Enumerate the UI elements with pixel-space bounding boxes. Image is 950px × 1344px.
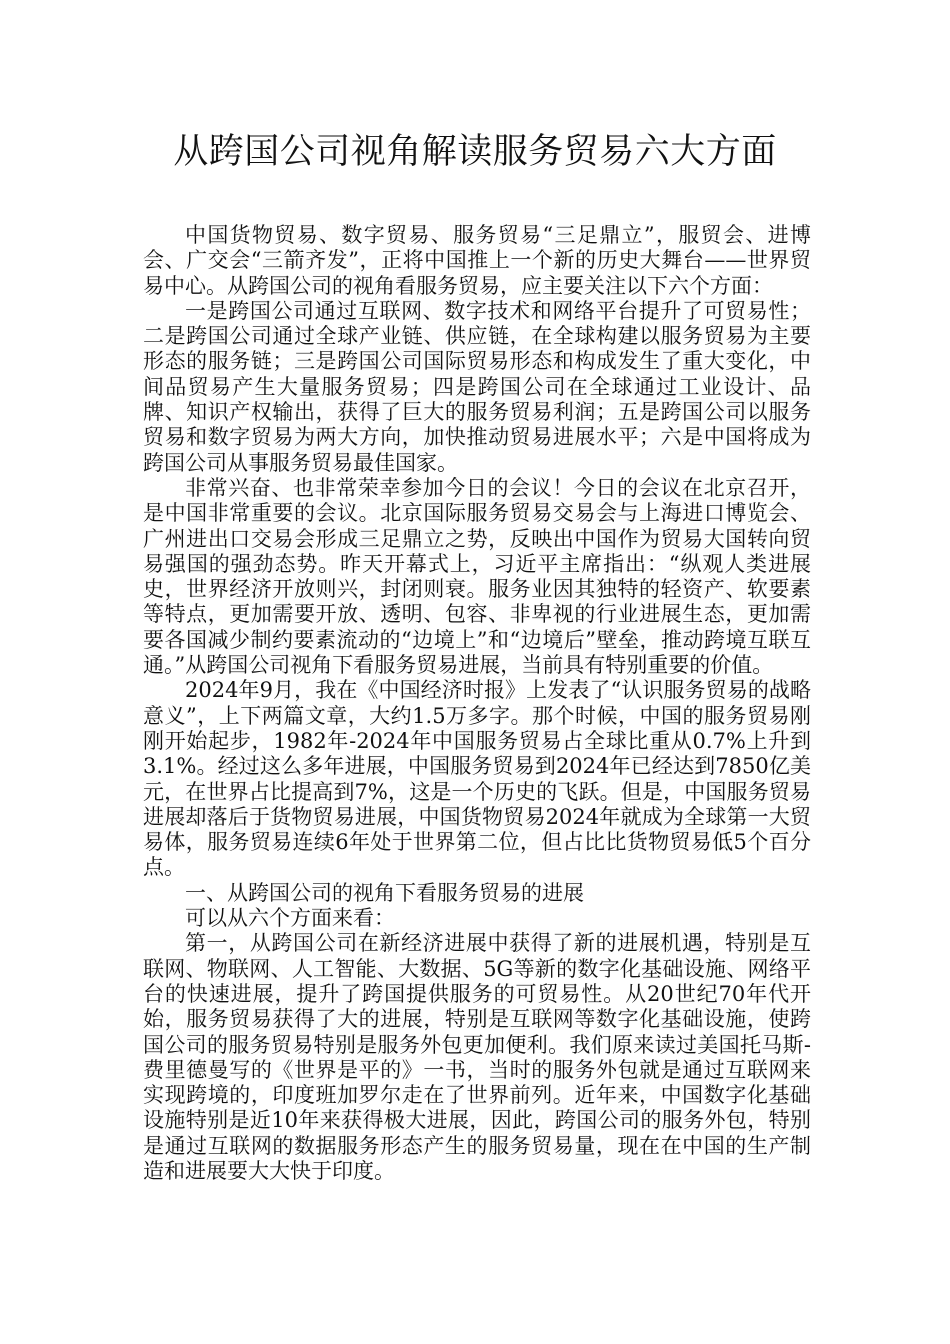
document-title: 从跨国公司视角解读服务贸易六大方面 [173,132,777,172]
paragraph-intro: 中国货物贸易、数字贸易、服务贸易“三足鼎立”，服贸会、进博会、广交会“三箭齐发”，正将中国推上一个新的历史大舞台——世界贸易中心。从跨国公司的视角看服务贸易，应主要关注以下六个方面： [143,223,811,298]
section-heading: 一、从跨国公司的视角下看服务贸易的进展 [185,880,584,905]
document-body [143,223,811,1184]
paragraph-meeting: 非常兴奋、也非常荣幸参加今日的会议！今日的会议在北京召开，是中国非常重要的会议。北京国际服务贸易交易会与上海进口博览会、广州进出口交易会形成三足鼎立之势，反映出中国作为贸易大国转向贸易强国的强劲态势。昨天开幕式上，习近平主席指出：“纵观人类进展史，世界经济开放则兴，封闭则衰。服务业因其独特的轻资产、软要素等特点，更加需要开放、透明、包容、非卑视的行业进展生态，更加需要各国减少制约要素流动的“边境上”和“边境后”壁垒，推动跨境互联互通。”从跨国公司视角下看服务贸易进展，当前具有特别重要的价值。 [143,475,811,678]
paragraph-history: 2024年9月，我在《中国经济时报》上发表了“认识服务贸易的战略意义”，上下两篇文章，大约1.5万多字。那个时候，中国的服务贸易刚刚开始起步，1982年-2024年中国服务贸易占全球比重从0.7%上升到3.1%。经过这么多年进展，中国服务贸易到2024年已经达到7850亿美元，在世界占比提高到7%，这是一个历史的飞跃。但是，中国服务贸易进展却落后于货物贸易进展，中国货物贸易2024年就成为全球第一大贸易体，服务贸易连续6年处于世界第二位，但占比比货物贸易低5个百分点。 [143,678,811,880]
paragraph-six-aspects: 一是跨国公司通过互联网、数字技术和网络平台提升了可贸易性；二是跨国公司通过全球产业链、供应链，在全球构建以服务贸易为主要形态的服务链；三是跨国公司国际贸易形态和构成发生了重大变化，中间品贸易产生大量服务贸易；四是跨国公司在全球通过工业设计、品牌、知识产权输出，获得了巨大的服务贸易利润；五是跨国公司以服务贸易和数字贸易为两大方向，加快推动贸易进展水平；六是中国将成为跨国公司从事服务贸易最佳国家。 [143,298,811,475]
paragraph-first-point: 第一，从跨国公司在新经济进展中获得了新的进展机遇，特别是互联网、物联网、人工智能、大数据、5G等新的数字化基础设施、网络平台的快速进展，提升了跨国提供服务的可贸易性。从20世纪70年代开始，服务贸易获得了大的进展，特别是互联网等数字化基础设施，使跨国公司的服务贸易特别是服务外包更加便利。我们原来读过美国托马斯-费里德曼写的《世界是平的》一书，当时的服务外包就是通过互联网来实现跨境的，印度班加罗尔走在了世界前列。近年来，中国数字化基础设施特别是近10年来获得极大进展，因此，跨国公司的服务外包，特别是通过互联网的数据服务形态产生的服务贸易量，现在在中国的生产制造和进展要大大快于印度。 [143,931,811,1183]
paragraph-six-views: 可以从六个方面来看： [185,906,395,931]
